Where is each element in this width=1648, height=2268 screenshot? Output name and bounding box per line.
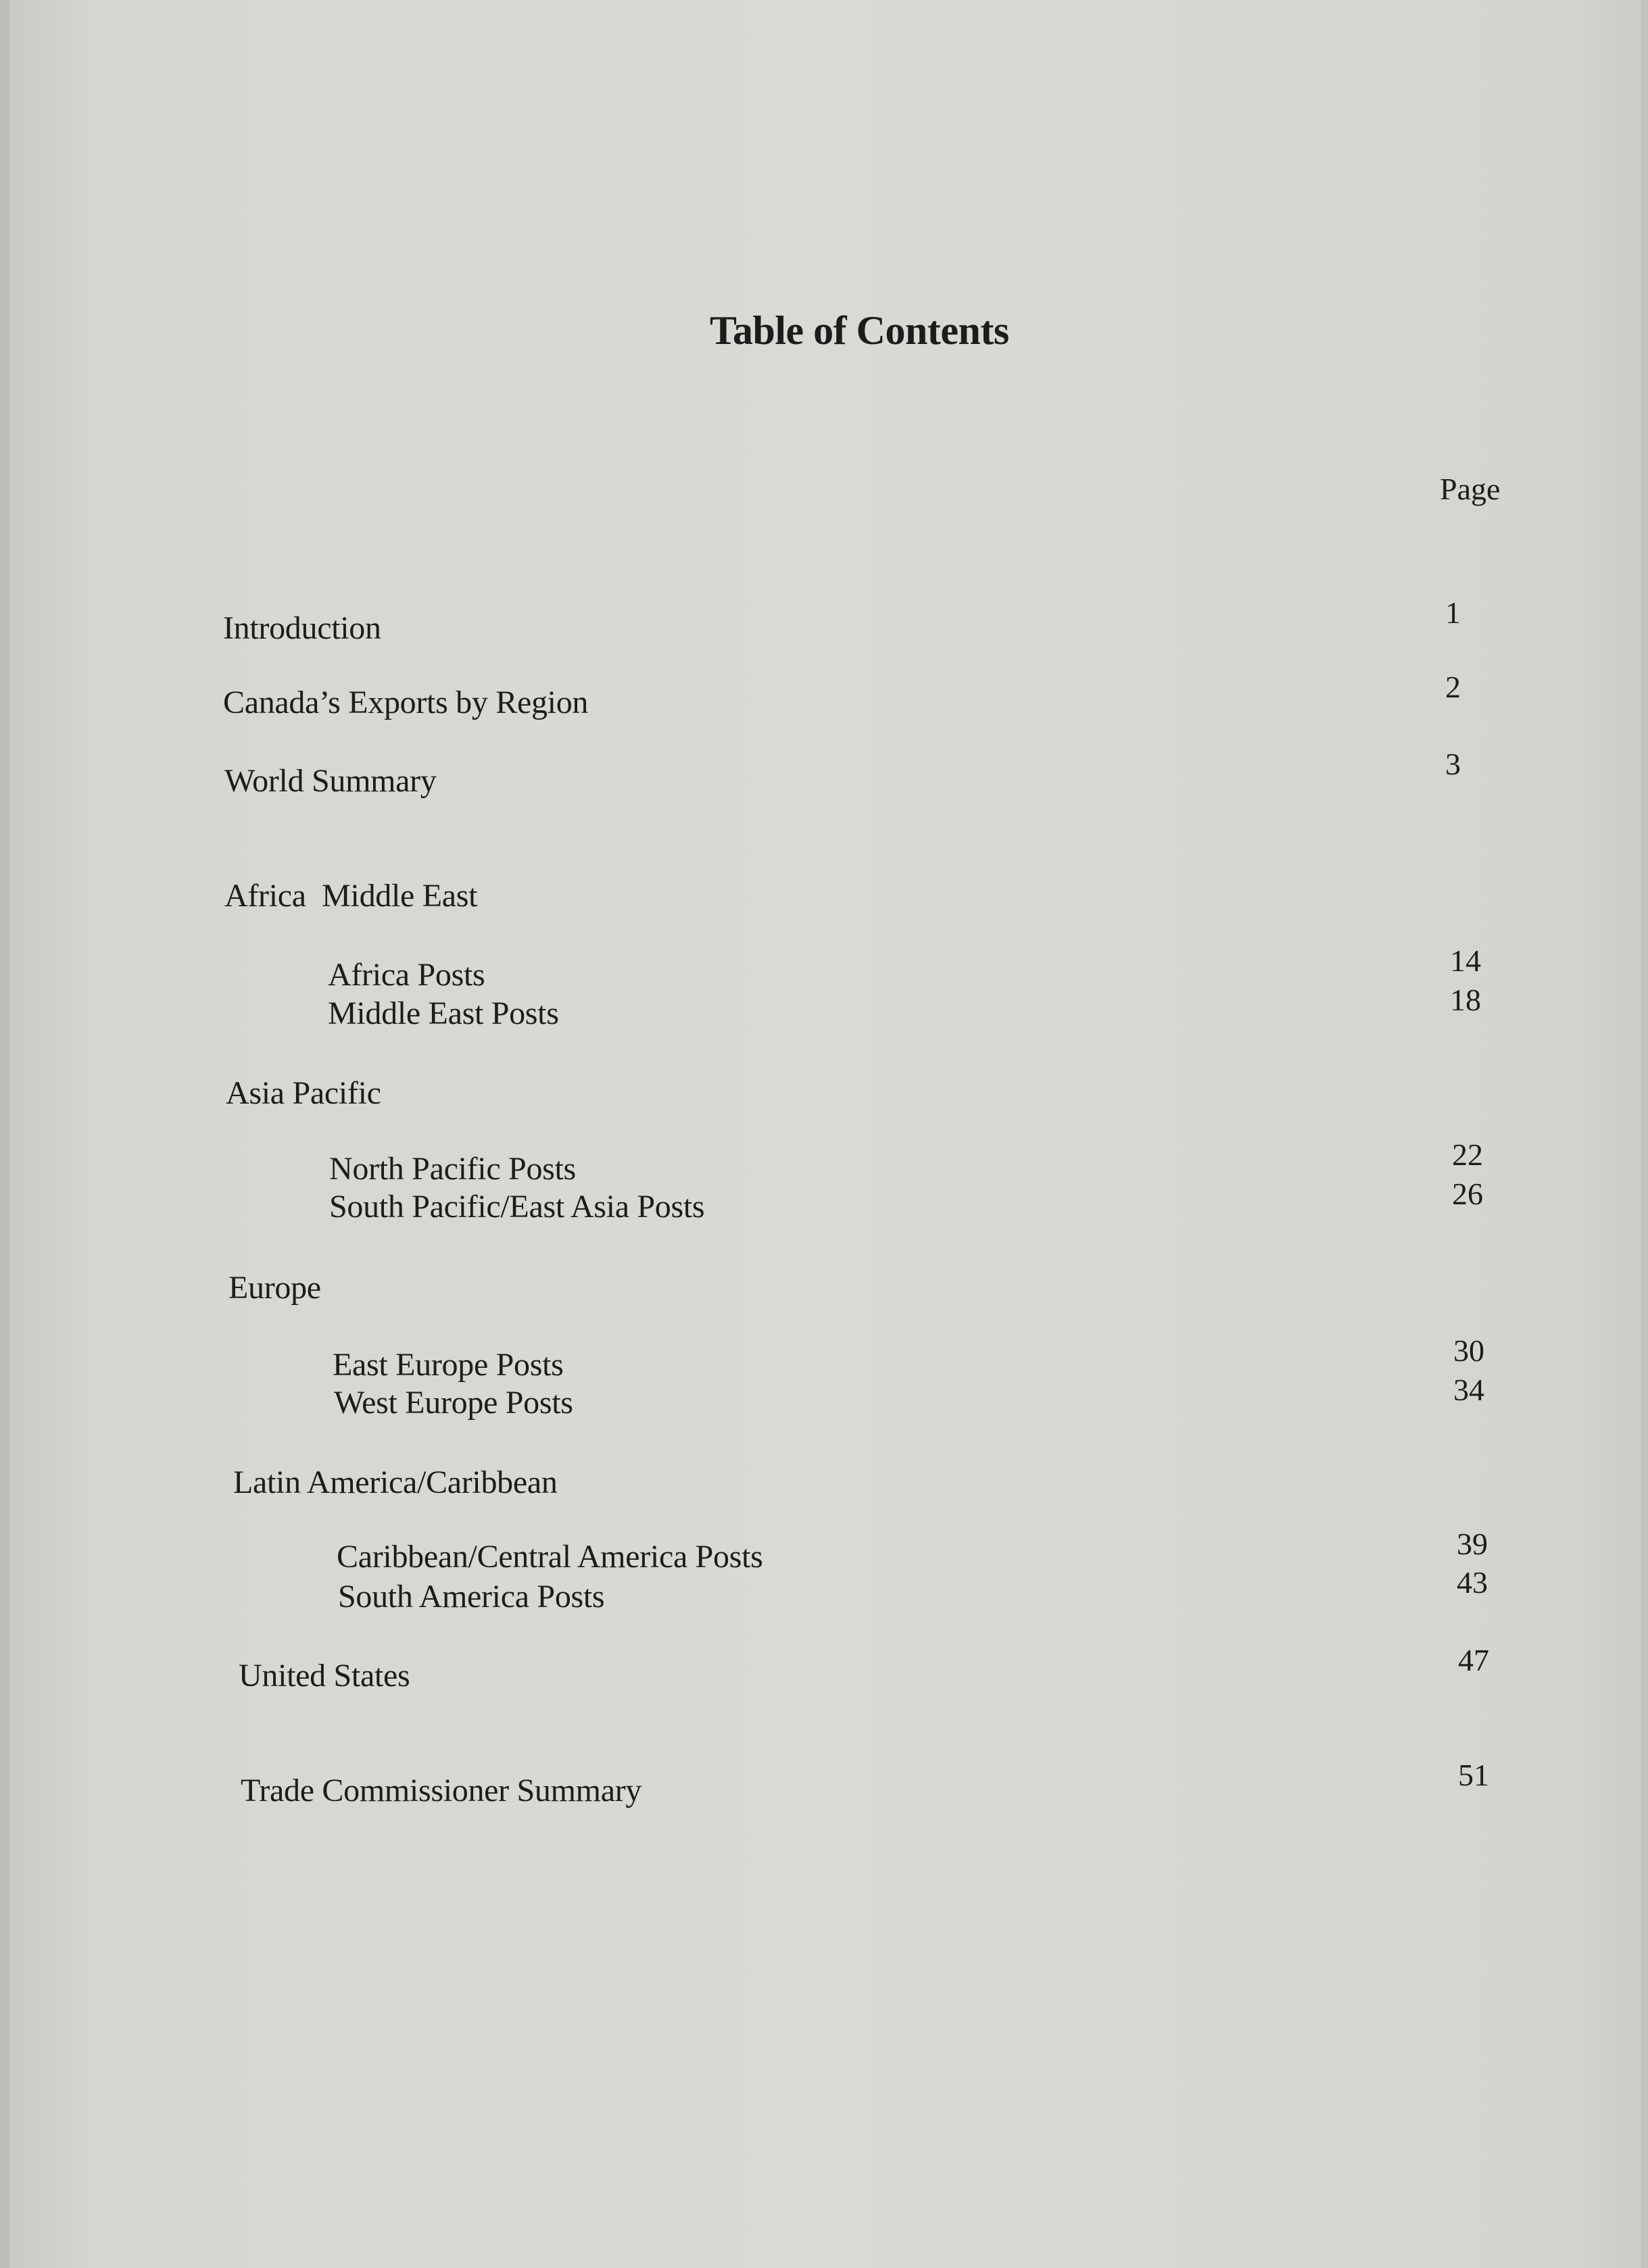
toc-section-asia-pacific: Asia Pacific [226, 1075, 381, 1111]
toc-section-europe: Europe [228, 1270, 321, 1306]
toc-entry-south-pacific-east-asia-posts: South Pacific/East Asia Posts [329, 1189, 705, 1225]
page-title: Table of Contents [710, 308, 1009, 353]
toc-page-north-pacific-posts: 22 [1452, 1137, 1483, 1172]
toc-page-canadas-exports: 2 [1445, 670, 1461, 704]
toc-entry-united-states: United States [239, 1658, 410, 1694]
toc-entry-trade-commissioner-summary: Trade Commissioner Summary [241, 1773, 642, 1808]
toc-page-east-europe-posts: 30 [1453, 1333, 1484, 1368]
toc-page-introduction: 1 [1445, 595, 1461, 630]
toc-section-latin-america-caribbean: Latin America/Caribbean [233, 1464, 558, 1500]
toc-page-south-pacific-east-asia-posts: 26 [1452, 1177, 1483, 1211]
page-right-edge [1641, 0, 1648, 2268]
toc-entry-caribbean-central-america-posts: Caribbean/Central America Posts [337, 1539, 763, 1575]
toc-page-south-america-posts: 43 [1457, 1565, 1488, 1600]
page-column-header: Page [1440, 472, 1501, 506]
toc-page-middle-east-posts: 18 [1450, 983, 1481, 1017]
toc-entry-canadas-exports: Canada’s Exports by Region [223, 685, 589, 720]
page-left-edge [0, 0, 9, 2268]
toc-page-africa-posts: 14 [1450, 943, 1481, 978]
toc-entry-east-europe-posts: East Europe Posts [333, 1347, 564, 1383]
toc-entry-north-pacific-posts: North Pacific Posts [329, 1151, 576, 1187]
toc-page-west-europe-posts: 34 [1453, 1373, 1484, 1407]
toc-entry-middle-east-posts: Middle East Posts [328, 995, 559, 1031]
toc-page-world-summary: 3 [1445, 747, 1461, 781]
toc-page-caribbean-central-america-posts: 39 [1457, 1527, 1488, 1561]
toc-entry-introduction: Introduction [223, 610, 381, 646]
toc-entry-africa-posts: Africa Posts [328, 957, 485, 993]
toc-page-united-states: 47 [1458, 1643, 1489, 1677]
toc-entry-world-summary: World Summary [224, 763, 437, 799]
toc-section-africa-middle-east: Africa Middle East [224, 878, 478, 914]
toc-page-trade-commissioner-summary: 51 [1458, 1758, 1489, 1792]
toc-entry-west-europe-posts: West Europe Posts [334, 1385, 573, 1421]
toc-entry-south-america-posts: South America Posts [338, 1579, 605, 1614]
